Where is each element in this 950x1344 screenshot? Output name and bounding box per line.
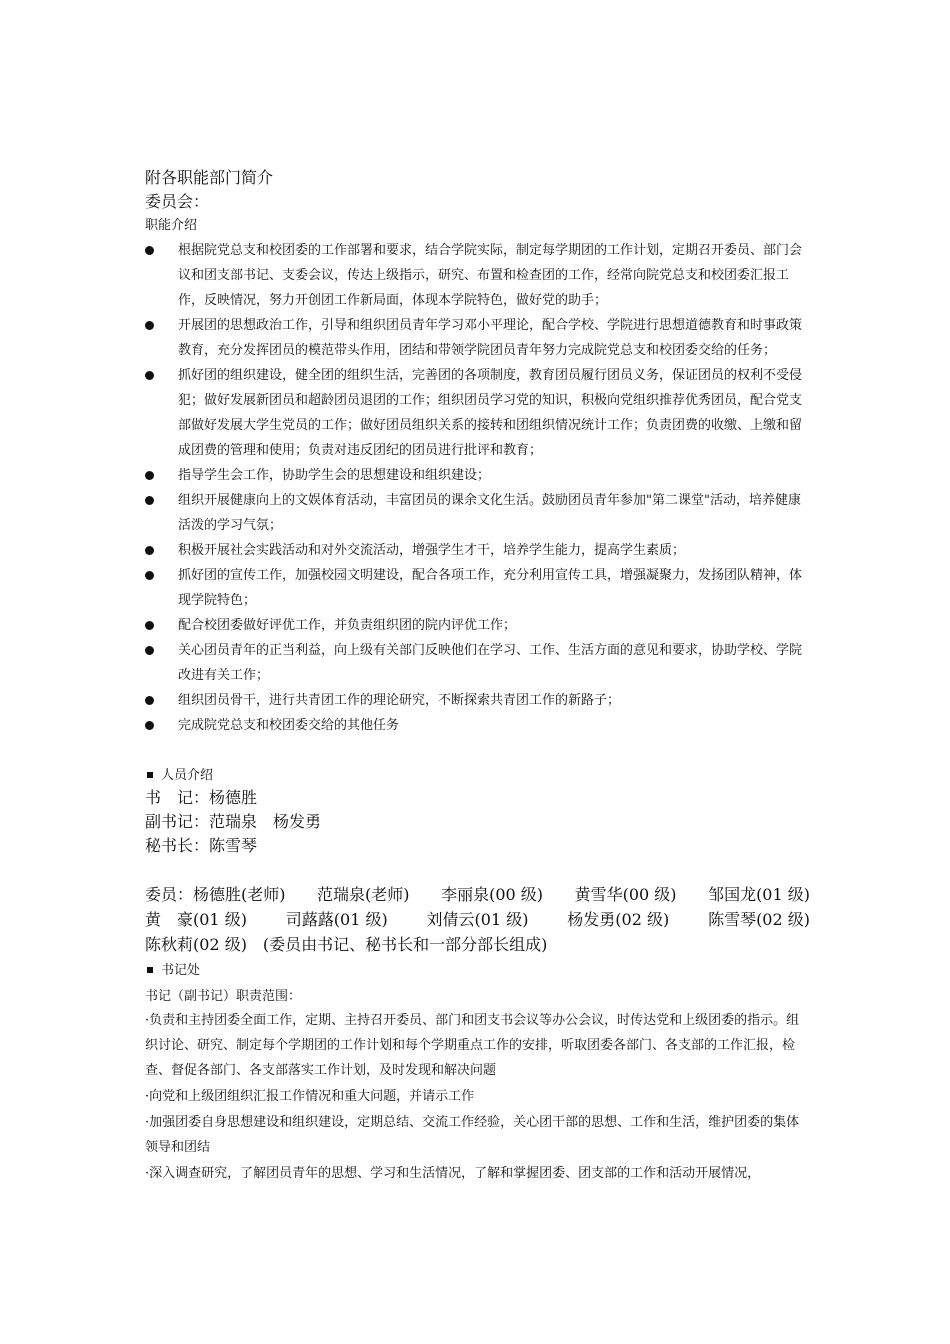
list-item: 抓好团的组织建设，健全团的组织生活，完善团的各项制度，教育团员履行团员义务，保证团员的权利不受侵犯；做好发展新团员和超龄团员退团的工作；组织团员学习党的知识，积极向党组织推荐优秀团员，配合党支部做好发展大学生党员的工作；做好团员组织关系的接转和团组织情况统计工作；负责团费的收缴、上缴和留成团费的管理和使用；负责对违反团纪的团员进行批评和教育； — [145, 363, 810, 463]
bullet-icon — [145, 246, 154, 255]
deputy-line: 副书记：范瑞泉 杨发勇 — [145, 812, 322, 831]
square-bullet-icon — [147, 967, 153, 973]
bullet-icon — [145, 696, 154, 705]
member-name: 刘倩云(01 级) — [426, 910, 529, 929]
list-item: 完成院党总支和校团委交给的其他任务 — [145, 713, 810, 738]
duty-paragraph: ·负责和主持团委全面工作，定期、主持召开委员、部门和团支书会议等办公会议，时传达党和上级团委的指示。组织讨论、研究、制定每个学期团的工作计划和每个学期重点工作的安排，听取团委各部门、各支部的工作汇报，检查、督促各部门、各支部落实工作计划，及时发现和解决问题 — [145, 1013, 800, 1078]
bullet-icon — [145, 646, 154, 655]
members-last-line: 陈秋莉(02 级) (委员由书记、秘书长和一部分部长组成) — [145, 935, 548, 954]
bullet-icon — [145, 721, 154, 730]
member-name: 陈雪琴(02 级) — [708, 910, 810, 929]
bullet-icon — [145, 546, 154, 555]
bullet-icon — [145, 321, 154, 330]
list-item: 组织开展健康向上的文娱体育活动，丰富团员的课余文化生活。鼓励团员青年参加"第二课堂"活动，培养健康活泼的学习气氛； — [145, 488, 810, 538]
duty-paragraph: ·加强团委自身思想建设和组织建设，定期总结、交流工作经验，关心团干部的思想、工作和生活，维护团委的集体领导和团结 — [145, 1115, 800, 1155]
function-list — [145, 238, 810, 738]
duty-paragraph: ·深入调查研究，了解团员青年的思想、学习和生活情况，了解和掌握团委、团支部的工作和活动开展情况， — [145, 1166, 761, 1181]
list-item: 开展团的思想政治工作，引导和组织团员青年学习邓小平理论，配合学校、学院进行思想道德教育和时事政策教育，充分发挥团员的模范带头作用，团结和带领学院团员青年努力完成院党总支和校团委交给的任务； — [145, 313, 810, 363]
member-name: 范瑞泉(老师) — [317, 885, 410, 904]
staff-section-head: 人员介绍 — [145, 766, 810, 786]
member-name: 杨发勇(02 级) — [567, 910, 670, 929]
list-item: 关心团员青年的正当利益，向上级有关部门反映他们在学习、工作、生活方面的意见和要求，协助学校、学院改进有关工作； — [145, 638, 810, 688]
function-label: 职能介绍 — [145, 218, 198, 233]
list-item: 积极开展社会实践活动和对外交流活动，增强学生才干，培养学生能力，提高学生素质； — [145, 538, 810, 563]
bullet-icon — [145, 496, 154, 505]
member-name: 司蕗蕗(01 级) — [285, 910, 388, 929]
list-item: 根据院党总支和校团委的工作部署和要求，结合学院实际，制定每学期团的工作计划，定期召开委员、部门会议和团支部书记、支委会议，传达上级指示，研究、布置和检查团的工作，经常向院党总支和校团委汇报工作，反映情况，努力开创团工作新局面，体现本学院特色，做好党的助手； — [145, 238, 810, 313]
doc-heading: 附各职能部门简介 — [145, 168, 274, 187]
duty-paragraph: ·向党和上级团组织汇报工作情况和重大问题，并请示工作 — [145, 1089, 475, 1104]
office-section-head: 书记处 — [145, 961, 810, 981]
member-name: 邹国龙(01 级) — [708, 885, 810, 904]
bullet-icon — [145, 621, 154, 630]
list-item: 配合校团委做好评优工作，并负责组织团的院内评优工作； — [145, 613, 810, 638]
document-page — [145, 166, 810, 1186]
members-row-1 — [145, 882, 810, 907]
sec-general-line: 秘书长：陈雪琴 — [145, 836, 258, 855]
member-name: 委员：杨德胜(老师) — [145, 885, 286, 904]
committee-members — [145, 882, 810, 957]
committee-label: 委员会： — [145, 192, 210, 211]
list-item: 抓好团的宣传工作，加强校园文明建设，配合各项工作，充分利用宣传工具，增强凝聚力，发扬团队精神，体现学院特色； — [145, 563, 810, 613]
list-item: 组织团员骨干，进行共青团工作的理论研究，不断探索共青团工作的新路子； — [145, 688, 810, 713]
square-bullet-icon — [147, 772, 153, 778]
members-row-2 — [145, 907, 810, 932]
bullet-icon — [145, 471, 154, 480]
list-item: 指导学生会工作，协助学生会的思想建设和组织建设； — [145, 463, 810, 488]
member-name: 黄 豪(01 级) — [145, 910, 247, 929]
bullet-icon — [145, 371, 154, 380]
member-name: 李丽泉(00 级) — [441, 885, 544, 904]
bullet-icon — [145, 571, 154, 580]
secretary-line: 书 记：杨德胜 — [145, 788, 258, 807]
member-name: 黄雪华(00 级) — [574, 885, 677, 904]
duty-title: 书记（副书记）职责范围： — [145, 989, 302, 1004]
